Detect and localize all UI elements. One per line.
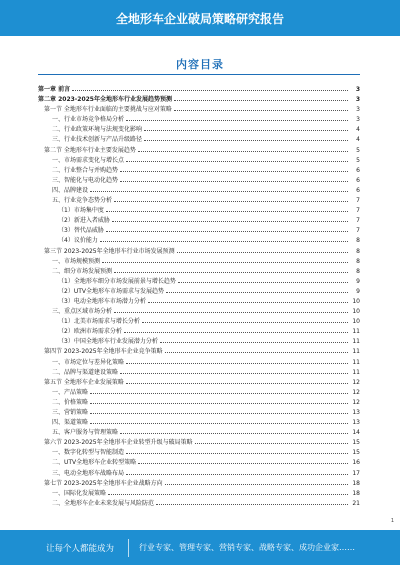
toc-leader-dots xyxy=(106,205,348,212)
toc-entry[interactable] xyxy=(38,195,360,205)
toc-entry[interactable] xyxy=(38,478,360,488)
toc-entry-title: 二、行业整合与并购趋势 xyxy=(52,166,119,174)
toc-entry[interactable] xyxy=(38,427,360,437)
toc-leader-dots xyxy=(90,407,348,414)
toc-entry[interactable] xyxy=(38,407,360,417)
toc-entry-page: 8 xyxy=(356,247,360,255)
toc-entry-page: 12 xyxy=(352,378,360,386)
toc-leader-dots xyxy=(178,276,348,283)
toc-entry-page: 3 xyxy=(355,96,360,104)
toc-entry[interactable] xyxy=(38,235,360,245)
toc-entry-title: 四、渠道策略 xyxy=(52,419,89,427)
toc-entry[interactable] xyxy=(38,457,360,467)
toc-entry-page: 6 xyxy=(356,166,360,174)
toc-leader-dots xyxy=(102,256,348,263)
toc-entry-title: （2）UTV全地形车市场需求与发展趋势 xyxy=(58,287,164,295)
toc-entry-page: 8 xyxy=(356,237,360,245)
toc-entry[interactable] xyxy=(38,276,360,286)
toc-entry-title: （3）替代品威胁 xyxy=(58,227,104,235)
toc-entry-title: 四、品牌建设 xyxy=(52,186,89,194)
toc-entry[interactable] xyxy=(38,286,360,296)
toc-entry-page: 3 xyxy=(356,106,360,114)
toc-entry-title: 二、品牌与渠道建设策略 xyxy=(52,368,119,376)
toc-entry-title: 第七节 2023-2025年全地形车企业战略方向 xyxy=(44,479,163,487)
toc-entry[interactable] xyxy=(38,266,360,276)
toc-entry[interactable] xyxy=(38,165,360,175)
toc-leader-dots xyxy=(90,185,348,192)
toc-entry[interactable] xyxy=(38,205,360,215)
toc-leader-dots xyxy=(144,124,348,131)
toc-leader-dots xyxy=(174,94,348,101)
toc-leader-dots xyxy=(126,447,348,454)
toc-leader-dots xyxy=(166,286,348,293)
footer-slogan: 让每个人都能成为 xyxy=(46,543,115,554)
toc-entry[interactable] xyxy=(38,306,360,316)
toc-entry-title: 第三节 2023-2025年全地形车行业市场发展预测 xyxy=(44,247,175,255)
toc-leader-dots xyxy=(108,488,348,495)
toc-entry-page: 3 xyxy=(356,116,360,124)
toc-entry-page: 18 xyxy=(352,489,360,497)
toc-entry[interactable] xyxy=(38,225,360,235)
toc-entry-title: （2）欧洲市场需求分析 xyxy=(58,328,122,336)
toc-entry[interactable] xyxy=(38,316,360,326)
toc-leader-dots xyxy=(120,175,348,182)
toc-entry-page: 4 xyxy=(356,126,360,134)
toc-entry-page: 3 xyxy=(355,86,360,93)
toc-entry-title: （4）议价能力 xyxy=(58,237,98,245)
toc-entry-page: 6 xyxy=(356,186,360,194)
toc-leader-dots xyxy=(90,387,348,394)
toc-entry-title: 三、行业技术创新与产品升级路径 xyxy=(52,136,143,144)
toc-entry-page: 7 xyxy=(356,217,360,225)
toc-leader-dots xyxy=(126,155,348,162)
toc-entry-page: 8 xyxy=(356,267,360,275)
footer-roles: 行业专家、管理专家、营销专家、战略专家、成功企业家…… xyxy=(139,543,355,552)
toc-entry-title: 第一节 全地形车行业面临的主要挑战与应对策略 xyxy=(44,106,172,114)
toc-entry[interactable] xyxy=(38,326,360,336)
toc-entry[interactable] xyxy=(38,145,360,155)
toc-entry-page: 7 xyxy=(356,197,360,205)
toc-leader-dots xyxy=(90,417,348,424)
toc-entry-title: 二、细分市场发展预测 xyxy=(52,267,113,275)
toc-leader-dots xyxy=(174,104,348,111)
toc-entry-page: 6 xyxy=(356,176,360,184)
toc-entry[interactable] xyxy=(38,377,360,387)
toc-leader-dots xyxy=(126,468,348,475)
footer-divider xyxy=(128,539,129,557)
toc-leader-dots xyxy=(156,498,348,505)
toc-entry[interactable] xyxy=(38,346,360,356)
toc-entry-page: 15 xyxy=(352,439,360,447)
toc-entry-page: 7 xyxy=(356,207,360,215)
toc-entry[interactable] xyxy=(38,84,360,94)
toc-leader-dots xyxy=(144,134,348,141)
toc-entry-page: 5 xyxy=(356,146,360,154)
toc-entry-page: 12 xyxy=(352,388,360,396)
toc-entry-title: 一、产品策略 xyxy=(52,388,89,396)
toc-entry-title: 二、全地形车企业未来发展与风险防范 xyxy=(52,499,155,507)
toc-entry-title: （3）中国全地形车行业发展潜力分析 xyxy=(58,338,158,346)
toc-divider xyxy=(38,74,360,75)
toc-entry-title: （2）新进入者威胁 xyxy=(58,217,110,225)
toc-entry-title: 第六节 2023-2025年全地形车企业转型升级与破局策略 xyxy=(44,439,193,447)
toc-entry[interactable] xyxy=(38,114,360,124)
toc-entry-title: 一、行业市场竞争格局分析 xyxy=(52,116,125,124)
toc-entry[interactable] xyxy=(38,246,360,256)
toc-leader-dots xyxy=(124,326,348,333)
page-number: 1 xyxy=(390,518,394,524)
toc-entry-page: 11 xyxy=(352,358,360,366)
toc-entry-title: 一、市场需求变化与增长点 xyxy=(52,156,125,164)
toc-entry-title: （1）全地形车细分市场发展前景与增长趋势 xyxy=(58,277,176,285)
toc-entry-title: 三、智能化与电动化趋势 xyxy=(52,176,119,184)
toc-entry-title: 三、营销策略 xyxy=(52,409,89,416)
toc-entry[interactable] xyxy=(38,94,360,104)
toc-leader-dots xyxy=(120,165,348,172)
toc-entry-title: 第一章 前言 xyxy=(38,86,71,93)
toc-entry-title: 一、国际化发展策略 xyxy=(52,489,107,497)
toc-leader-dots xyxy=(165,346,348,353)
toc-entry-title: 一、市场规模预测 xyxy=(52,257,101,265)
toc-entry-page: 11 xyxy=(352,338,360,346)
toc-entry-page: 17 xyxy=(352,469,360,477)
toc-entry-page: 4 xyxy=(356,136,360,144)
toc-entry[interactable] xyxy=(38,397,360,407)
toc-entry[interactable] xyxy=(38,367,360,377)
toc-entry-title: （3）电动全地形车市场潜力分析 xyxy=(58,297,146,305)
toc-entry-title: 三、重点区域市场分析 xyxy=(52,308,113,316)
toc-entry[interactable] xyxy=(38,387,360,397)
toc-leader-dots xyxy=(72,84,348,91)
toc-entry-page: 10 xyxy=(352,318,360,326)
toc-entry[interactable] xyxy=(38,468,360,478)
toc-entry-title: （1）市场集中度 xyxy=(58,207,104,215)
toc-leader-dots xyxy=(148,296,348,303)
toc-leader-dots xyxy=(100,235,348,242)
report-title: 全地形车企业破局策略研究报告 xyxy=(115,11,284,26)
toc-entry-page: 11 xyxy=(352,348,360,356)
toc-leader-dots xyxy=(114,306,348,313)
toc-entry[interactable] xyxy=(38,296,360,306)
footer-banner xyxy=(0,530,400,565)
toc-entry-title: 一、市场定位与差异化策略 xyxy=(52,358,125,366)
toc-entry[interactable] xyxy=(38,155,360,165)
toc-entry[interactable] xyxy=(38,357,360,367)
toc-entry-page: 18 xyxy=(352,479,360,487)
toc-entry[interactable] xyxy=(38,498,360,508)
toc-leader-dots xyxy=(177,246,348,253)
toc-entry[interactable] xyxy=(38,185,360,195)
toc-leader-dots xyxy=(120,367,348,374)
toc-entry-page: 9 xyxy=(356,287,360,295)
toc-entry-page: 11 xyxy=(352,328,360,336)
toc-entry-title: 三、电动全地形车战略布局 xyxy=(52,469,125,477)
toc-entry[interactable] xyxy=(38,488,360,498)
toc-entry-title: 二、UTV全地形车企业转型策略 xyxy=(52,459,137,467)
toc-entry[interactable] xyxy=(38,215,360,225)
toc-title: 内容目录 xyxy=(176,58,224,71)
toc-leader-dots xyxy=(112,215,348,222)
toc-leader-dots xyxy=(165,478,348,485)
toc-leader-dots xyxy=(126,114,348,121)
toc-leader-dots xyxy=(195,437,348,444)
toc-entry-title: 第二节 全地形车行业主要发展趋势 xyxy=(44,146,136,154)
toc-entry[interactable] xyxy=(38,256,360,266)
toc-leader-dots xyxy=(142,316,348,323)
toc-entry[interactable] xyxy=(38,124,360,134)
toc-entry-page: 10 xyxy=(352,308,360,316)
toc-leader-dots xyxy=(160,336,348,343)
toc-entry[interactable] xyxy=(38,336,360,346)
toc-entry-title: 一、数字化转型与智能制造 xyxy=(52,449,125,457)
toc-leader-dots xyxy=(90,397,348,404)
toc-entry[interactable] xyxy=(38,104,360,114)
toc-entry-page: 5 xyxy=(356,156,360,164)
table-of-contents xyxy=(38,84,360,508)
toc-entry-page: 7 xyxy=(356,227,360,235)
toc-entry[interactable] xyxy=(38,437,360,447)
toc-entry[interactable] xyxy=(38,175,360,185)
toc-leader-dots xyxy=(114,266,348,273)
toc-entry-page: 16 xyxy=(352,459,360,467)
toc-leader-dots xyxy=(106,225,348,232)
toc-leader-dots xyxy=(120,427,348,434)
toc-entry-page: 11 xyxy=(352,368,360,376)
toc-entry-page: 9 xyxy=(356,277,360,285)
toc-entry-page: 10 xyxy=(352,297,360,305)
toc-entry-title: 五、行业竞争态势分析 xyxy=(52,197,113,205)
toc-entry[interactable] xyxy=(38,134,360,144)
toc-entry[interactable] xyxy=(38,447,360,457)
toc-entry-title: 第四节 2023-2025年全地形车企业竞争策略 xyxy=(44,348,163,356)
toc-leader-dots xyxy=(126,357,348,364)
toc-entry-page: 14 xyxy=(352,429,360,437)
toc-leader-dots xyxy=(126,377,348,384)
toc-leader-dots xyxy=(114,195,348,202)
toc-leader-dots xyxy=(138,457,348,464)
toc-entry-title: （1）北美市场需求与增长分析 xyxy=(58,318,140,326)
report-header xyxy=(0,0,400,36)
toc-entry-title: 第二章 2023-2025年全地形车行业发展趋势预测 xyxy=(38,96,172,104)
toc-entry-page: 13 xyxy=(352,419,360,427)
toc-entry-page: 21 xyxy=(352,499,360,507)
toc-entry-title: 五、客户服务与管理策略 xyxy=(52,429,119,437)
toc-entry-page: 8 xyxy=(356,257,360,265)
toc-entry-title: 二、行业政策环境与法规变化影响 xyxy=(52,126,143,134)
toc-entry-title: 二、价格策略 xyxy=(52,398,89,406)
toc-entry-page: 15 xyxy=(352,449,360,457)
toc-entry[interactable] xyxy=(38,417,360,427)
toc-leader-dots xyxy=(138,145,348,152)
toc-entry-page: 12 xyxy=(352,398,360,406)
toc-entry-title: 第五节 全地形车企业发展策略 xyxy=(44,378,124,386)
toc-entry-page: 13 xyxy=(352,409,360,416)
